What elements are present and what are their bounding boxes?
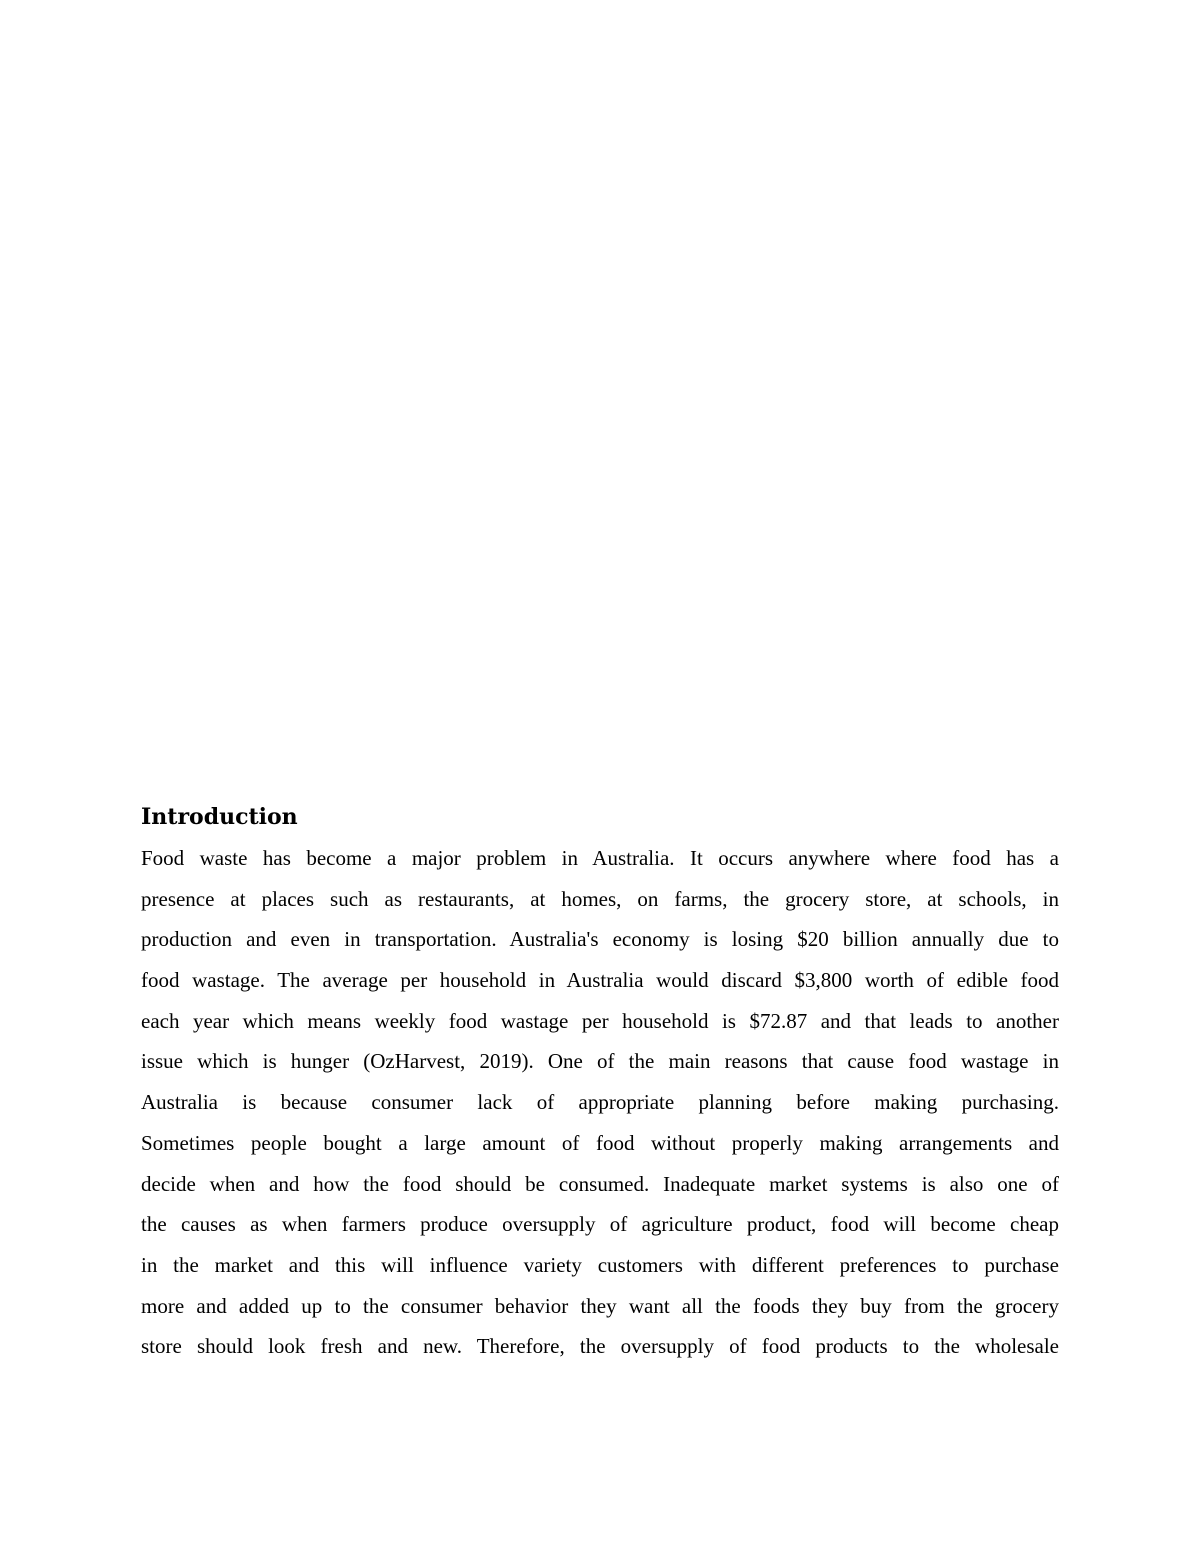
paragraph-line: presence at places such as restaurants, at homes, on farms, the grocery store, at schools, in — [141, 886, 1059, 911]
paragraph-line: Sometimes people bought a large amount of food without properly making arrangements and — [141, 1130, 1059, 1155]
body-paragraph — [141, 838, 1059, 1367]
section-heading: Introduction — [141, 804, 298, 830]
paragraph-line: in the market and this will influence variety customers with different preferences to purchase — [141, 1252, 1059, 1277]
paragraph-line: the causes as when farmers produce oversupply of agriculture product, food will become cheap — [141, 1212, 1059, 1237]
paragraph-line: Food waste has become a major problem in Australia. It occurs anywhere where food has a — [141, 846, 1059, 870]
paragraph-line: Australia is because consumer lack of appropriate planning before making purchasing. — [141, 1090, 1059, 1115]
paragraph-line: decide when and how the food should be consumed. Inadequate market systems is also one of — [141, 1171, 1059, 1196]
paragraph-line: each year which means weekly food wastage per household is $72.87 and that leads to another — [141, 1008, 1059, 1033]
paragraph-line: store should look fresh and new. Therefore, the oversupply of food products to the wholesale — [141, 1334, 1059, 1359]
paragraph-line: issue which is hunger (OzHarvest, 2019). One of the main reasons that cause food wastage in — [141, 1049, 1059, 1074]
paragraph-line: more and added up to the consumer behavior they want all the foods they buy from the grocery — [141, 1293, 1059, 1318]
paragraph-line: production and even in transportation. Australia's economy is losing $20 billion annually due to — [141, 927, 1059, 952]
introduction-section — [141, 800, 1059, 1367]
paragraph-line: food wastage. The average per household in Australia would discard $3,800 worth of edible food — [141, 968, 1059, 993]
